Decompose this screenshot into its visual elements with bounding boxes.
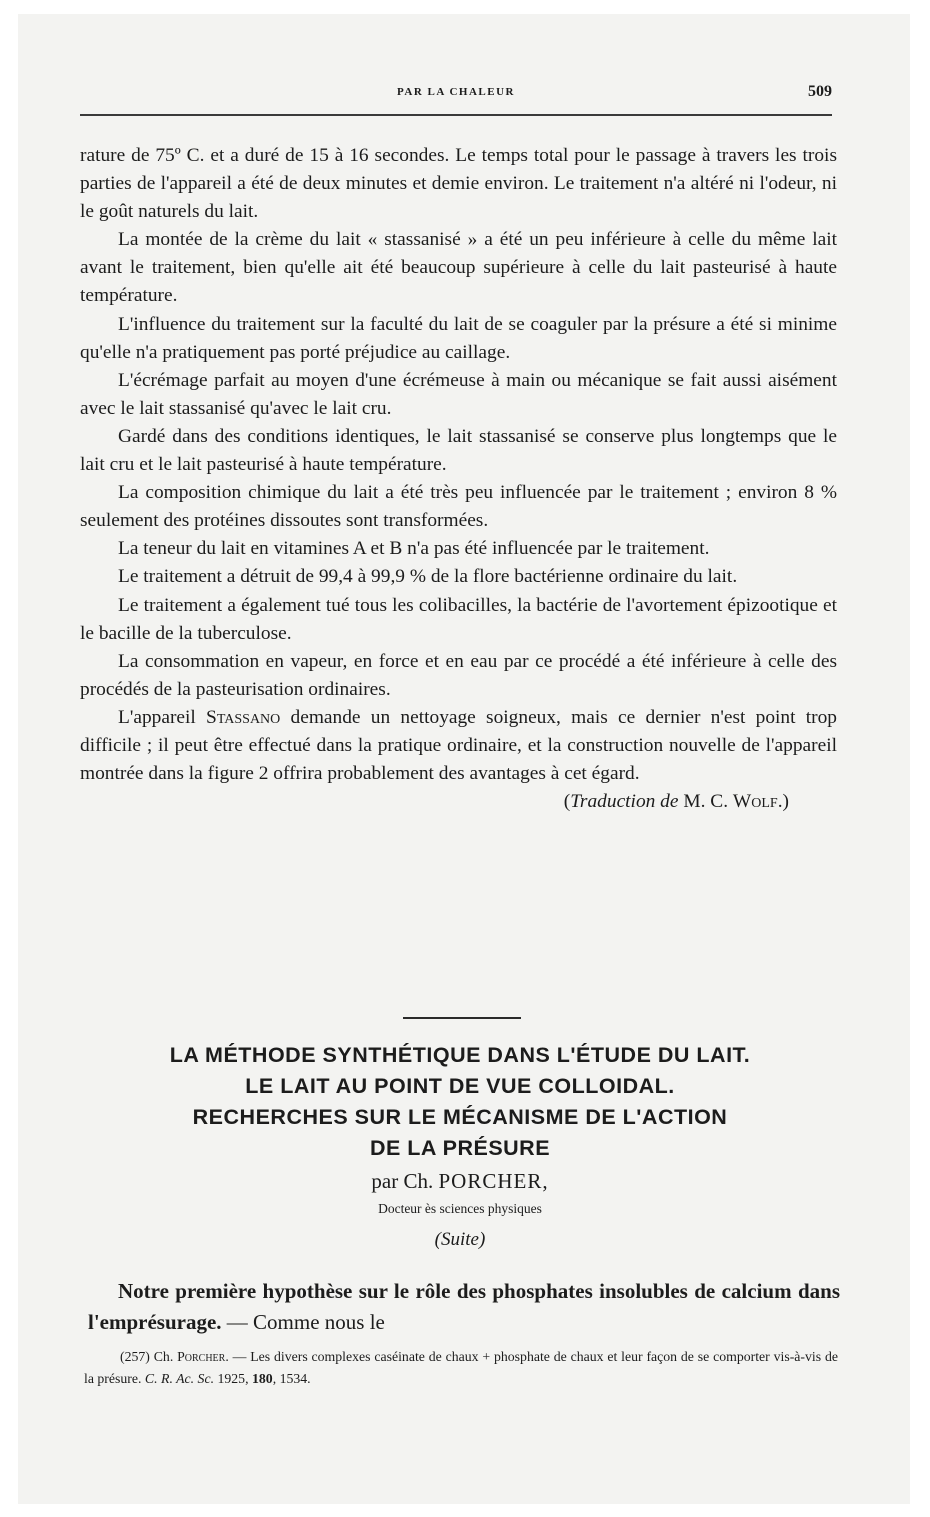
lead-text: — Comme nous le [221,1310,385,1334]
author-name: PORCHER, [438,1169,549,1193]
header-rule [80,114,832,116]
paren-open: ( [563,791,571,813]
section-divider [403,1017,521,1019]
title-line: RECHERCHES SUR LE MÉCANISME DE L'ACTION [192,1105,728,1129]
footnote-author: Porcher. [177,1349,229,1364]
running-header [80,83,832,110]
title-line: LA MÉTHODE SYNTHÉTIQUE DANS L'ÉTUDE DU LAIT. [169,1043,751,1067]
footnote-ref: (257) Ch. [120,1349,178,1364]
byline-prefix: par Ch. [371,1169,439,1193]
paragraph: Le traitement a détruit de 99,4 à 99,9 % de la flore bactérienne ordinaire du lait. [118,566,738,588]
paragraph: La montée de la crème du lait « stassanisé » a été un peu inférieure à celle du même lait avant le traitement, bien qu'elle ait été beaucoup supérieure à celle du lait pasteurisé à haute température. [80,229,837,307]
lead-heading: Notre première hypothèse sur le rôle des phosphates insolubles de calcium dans l'emprésurage. [88,1279,840,1334]
paragraph: La teneur du lait en vitamines A et B n'a pas été influencée par le traitement. [118,538,710,560]
body-text [80,142,837,816]
paragraph-stassano [80,704,837,788]
footnote-journal: C. R. Ac. Sc. [144,1371,215,1386]
page-number: 509 [808,83,832,100]
paragraph: L'influence du traitement sur la faculté du lait de se coaguler par la présure a été si minime qu'elle n'a pratiquement pas porté préjudice au caillage. [80,313,837,363]
paragraph: Gardé dans des conditions identiques, le lait stassanisé se conserve plus longtemps que le lait cru et le lait pasteurisé à haute température. [80,425,837,476]
paragraph: La consommation en vapeur, en force et en eau par ce procédé a été inférieure à celle des procédés de la pasteurisation ordinaires. [80,650,837,700]
translator-initials: M. C. [678,791,733,813]
paragraph: L'écrémage parfait au moyen d'une écrémeuse à main ou mécanique se fait aussi aisément avec le lait stassanisé qu'avec le lait cru. [80,369,837,419]
paren-close: .) [777,791,789,813]
footnote-year: 1925, [214,1371,252,1386]
footnote-volume: 180 [251,1371,273,1386]
continued-label: (Suite) [434,1229,486,1250]
lead-paragraph [88,1276,840,1338]
footnote-pages: , 1534. [272,1371,311,1386]
stassano-text-before: L'appareil [118,706,207,728]
author-credentials: Docteur ès sciences physiques [378,1201,542,1216]
paragraph: rature de 75º C. et a duré de 15 à 16 secondes. Le temps total pour le passage à travers les trois parties de l'appareil a été de deux minutes et demie environ. Le traitement n'a altéré ni l'odeur, ni le goût naturels du lait. [80,145,837,223]
footnote [84,1346,838,1390]
stassano-name: Stassano [206,706,281,728]
translation-credit [80,788,837,816]
byline [80,1169,840,1194]
translation-label: Traduction de [570,791,679,813]
translator-name: Wolf [732,791,778,813]
title-line: LE LAIT AU POINT DE VUE COLLOIDAL. [245,1074,675,1098]
running-title: PAR LA CHALEUR [397,86,515,98]
footnote-text: — Les divers complexes caséinate de chaux + phosphate de chaux et leur façon de se comporter vis-à-vis de la présure. [84,1349,838,1386]
article-title [80,1040,840,1164]
paragraph: Le traitement a également tué tous les colibacilles, la bactérie de l'avortement épizootique et le bacille de la tuberculose. [80,594,837,644]
title-line: DE LA PRÉSURE [369,1136,551,1160]
paragraph: La composition chimique du lait a été très peu influencée par le traitement ; environ 8 % seulement des protéines dissoutes sont transformées. [80,482,837,532]
stassano-text-after: demande un nettoyage soigneux, mais ce dernier n'est point trop difficile ; il peut être effectué dans la pratique ordinaire, et la construction nouvelle de l'appareil montrée dans la figure 2 offrira probablement des avantages à cet égard. [80,706,837,785]
